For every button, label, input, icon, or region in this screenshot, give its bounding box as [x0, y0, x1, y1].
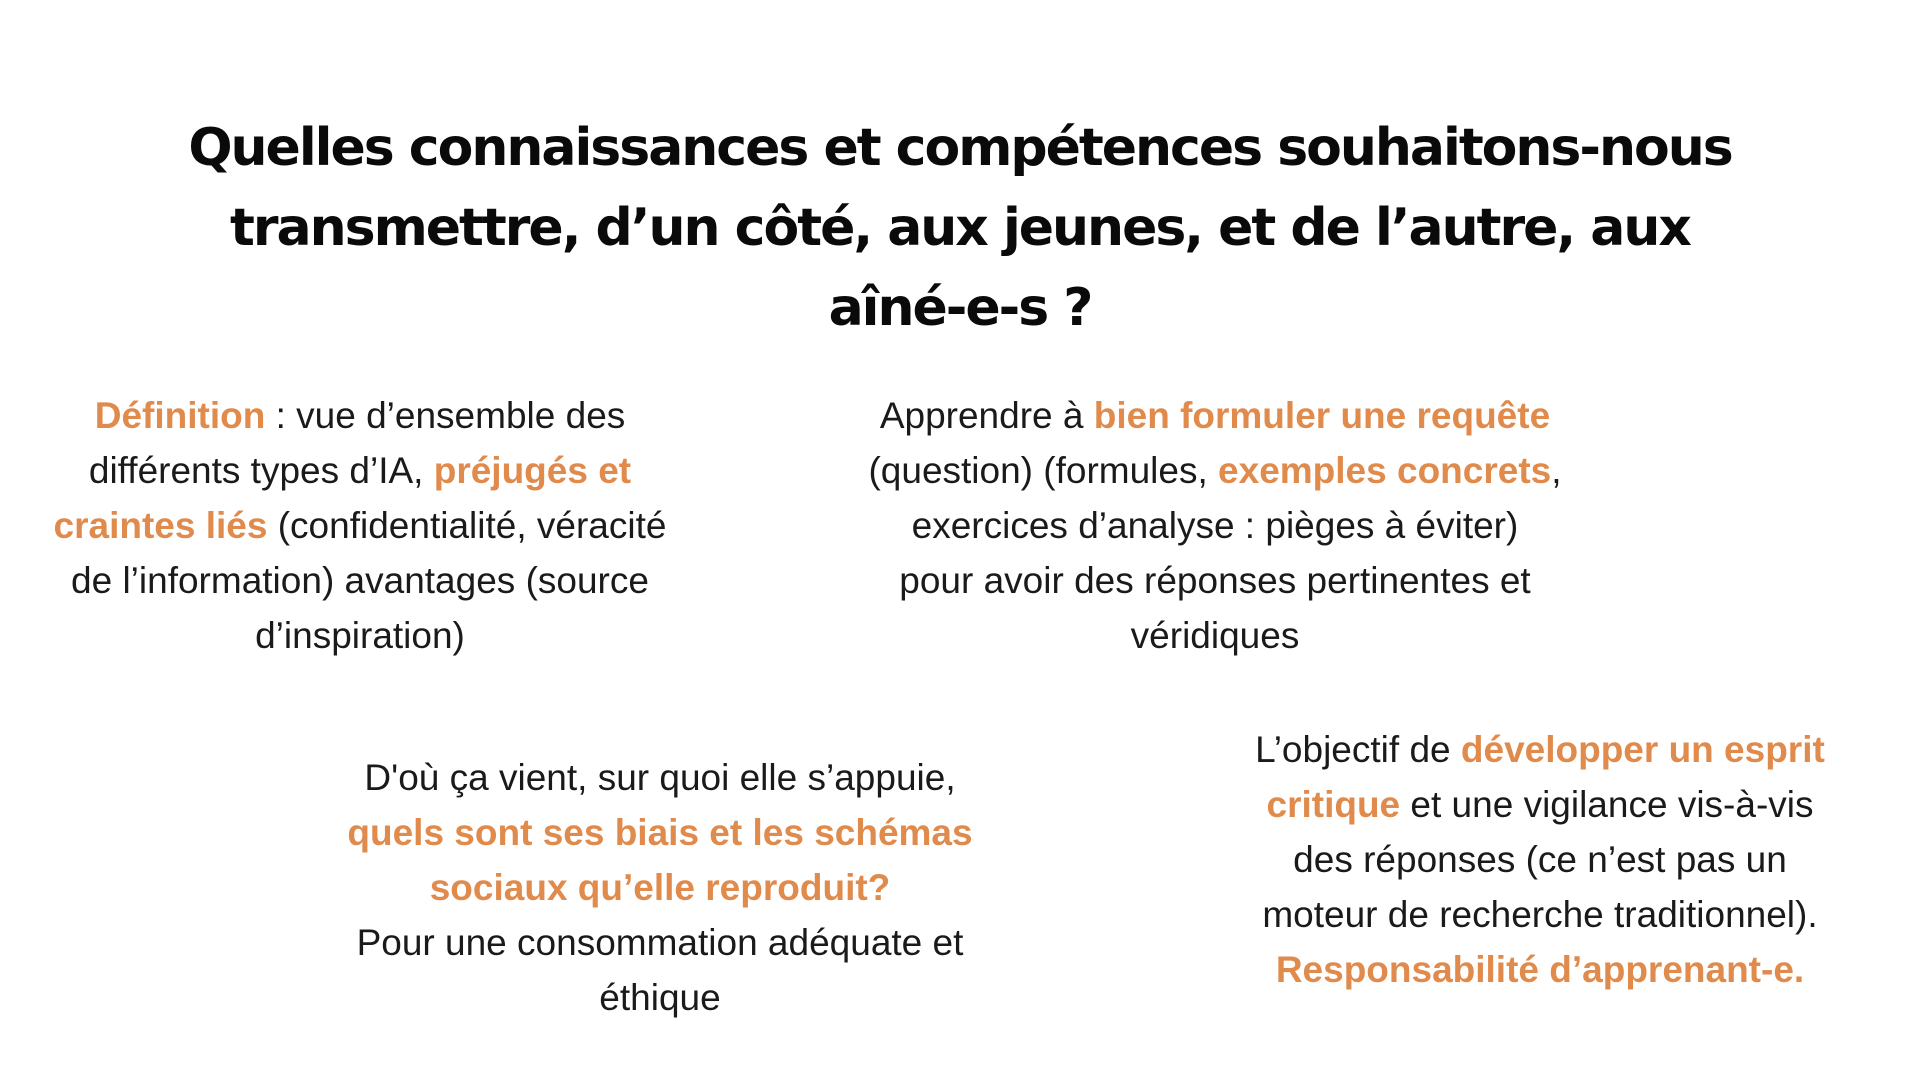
highlight-exemples: exemples concrets — [1218, 450, 1552, 491]
biais-text-1: D'où ça vient, sur quoi elle s’appuie, — [364, 757, 956, 798]
requete-text-5: pour avoir des réponses pertinentes et — [899, 560, 1531, 601]
definition-text-4: de l’information) avantages (source — [71, 560, 649, 601]
highlight-prejuges: préjugés et — [433, 450, 632, 491]
requete-text-2: (question) (formules, — [868, 450, 1219, 491]
definition-text-5: d’inspiration) — [255, 615, 465, 656]
title-line-3: aîné-e-s ? — [828, 278, 1092, 338]
title-line-2: transmettre, d’un côté, aux jeunes, et de l’autre, aux — [230, 198, 1690, 258]
definition-text-2: différents types d’IA, — [88, 450, 434, 491]
definition-text-3: (confidentialité, véracité — [267, 505, 667, 546]
esprit-text-4: moteur de recherche traditionnel). — [1262, 894, 1818, 935]
biais-text-2: Pour une consommation adéquate et — [356, 922, 964, 963]
esprit-text-1: L’objectif de — [1255, 729, 1461, 770]
requete-text-6: véridiques — [1130, 615, 1300, 656]
highlight-responsabilite: Responsabilité d’apprenant-e. — [1275, 949, 1805, 990]
highlight-definition: Définition — [94, 395, 266, 436]
biais-block — [320, 750, 1000, 1025]
highlight-esprit: développer un esprit — [1460, 729, 1825, 770]
highlight-schemas: sociaux qu’elle reproduit? — [429, 867, 891, 908]
requete-block — [840, 388, 1590, 663]
requete-text-4: exercices d’analyse : pièges à éviter) — [911, 505, 1519, 546]
requete-text-1: Apprendre à — [879, 395, 1094, 436]
highlight-biais: quels sont ses biais et les schémas — [347, 812, 973, 853]
esprit-text-3: des réponses (ce n’est pas un — [1293, 839, 1787, 880]
title-line-1: Quelles connaissances et compétences souhaitons-nous — [188, 118, 1732, 178]
biais-text-3: éthique — [599, 977, 721, 1018]
requete-text-3: , — [1551, 450, 1562, 491]
highlight-craintes: craintes liés — [53, 505, 268, 546]
highlight-requete: bien formuler une requête — [1093, 395, 1551, 436]
definition-block — [30, 388, 690, 663]
esprit-critique-block — [1230, 722, 1850, 997]
slide-title — [140, 108, 1780, 348]
highlight-critique: critique — [1266, 784, 1401, 825]
esprit-text-2: et une vigilance vis-à-vis — [1400, 784, 1814, 825]
definition-text-1: : vue d’ensemble des — [265, 395, 626, 436]
